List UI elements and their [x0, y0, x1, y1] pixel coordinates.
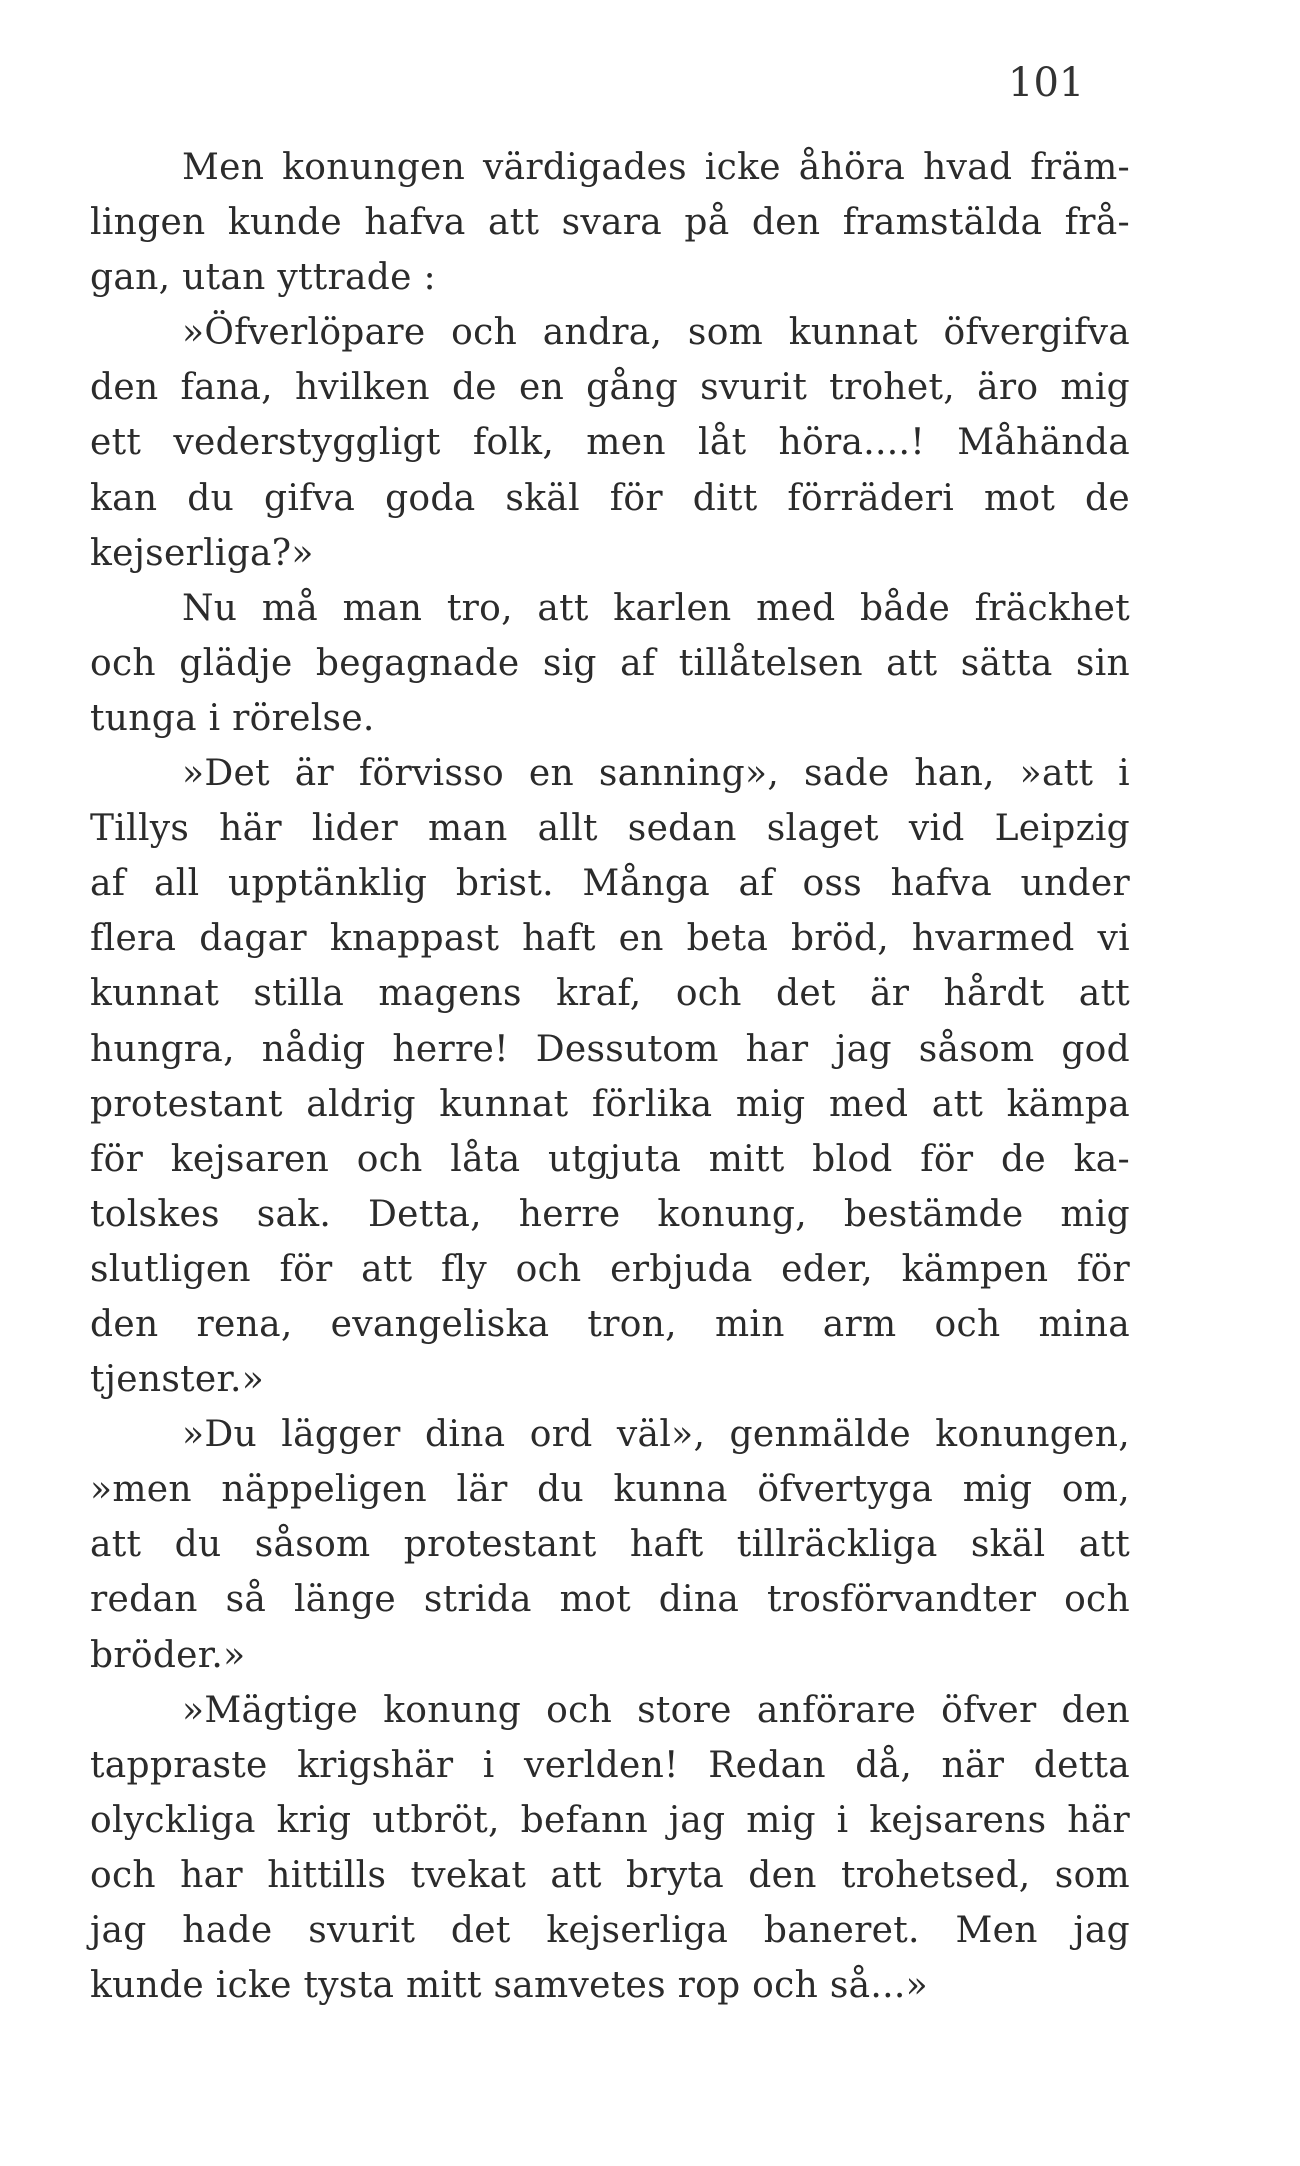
- text-line: olyckliga krig utbröt, befann jag mig i kejsarens här: [90, 1799, 1130, 1841]
- text-line: redan så länge strida mot dina trosförvandter och: [90, 1579, 1130, 1621]
- text-line: »Du lägger dina ord väl», genmälde konungen,: [182, 1414, 1130, 1456]
- text-line: Men konungen värdigades icke åhöra hvad främ-: [182, 147, 1130, 188]
- body-text: [90, 140, 1130, 2013]
- text-line: kunde icke tysta mitt samvetes rop och så...»: [90, 1965, 928, 2007]
- text-line: den rena, evangeliska tron, min arm och mina: [90, 1303, 1130, 1345]
- text-line: slutligen för att fly och erbjuda eder, kämpen för: [90, 1248, 1130, 1290]
- text-line: och har hittills tvekat att bryta den trohetsed, som: [90, 1854, 1130, 1896]
- text-line: protestant aldrig kunnat förlika mig med att kämpa: [90, 1083, 1130, 1125]
- text-line: lingen kunde hafva att svara på den framstälda frå-: [90, 202, 1130, 244]
- text-line: ett vederstyggligt folk, men låt höra....! Måhända: [90, 422, 1130, 464]
- text-line: kejserliga?»: [90, 532, 314, 574]
- text-line: Nu må man tro, att karlen med både fräckhet: [182, 587, 1130, 629]
- text-line: att du såsom protestant haft tillräckliga skäl att: [90, 1524, 1130, 1566]
- text-line: kan du gifva goda skäl för ditt förräderi mot de: [90, 477, 1130, 519]
- text-line: för kejsaren och låta utgjuta mitt blod för de ka-: [90, 1138, 1130, 1180]
- text-line: kunnat stilla magens kraf, och det är hårdt att: [90, 973, 1130, 1015]
- text-line: af all upptänklig brist. Många af oss hafva under: [90, 863, 1130, 905]
- text-line: »Mägtige konung och store anförare öfver den: [182, 1689, 1130, 1731]
- text-line: gan, utan yttrade :: [90, 257, 436, 299]
- page-number: 101: [1008, 60, 1085, 106]
- text-line: flera dagar knappast haft en beta bröd, hvarmed vi: [90, 918, 1130, 960]
- text-line: »Öfverlöpare och andra, som kunnat öfvergifva: [182, 312, 1130, 354]
- text-line: jag hade svurit det kejserliga baneret. Men jag: [90, 1910, 1130, 1951]
- text-line: »Det är förvisso en sanning», sade han, »att i: [182, 753, 1130, 795]
- text-line: »men näppeligen lär du kunna öfvertyga mig om,: [90, 1469, 1130, 1511]
- text-line: tappraste krigshär i verlden! Redan då, när detta: [90, 1744, 1130, 1786]
- text-line: hungra, nådig herre! Dessutom har jag såsom god: [90, 1028, 1130, 1070]
- text-line: och glädje begagnade sig af tillåtelsen att sätta sin: [90, 642, 1130, 684]
- text-line: Tillys här lider man allt sedan slaget vid Leipzig: [90, 808, 1130, 850]
- text-line: tunga i rörelse.: [90, 697, 375, 739]
- text-line: tolskes sak. Detta, herre konung, bestämde mig: [90, 1193, 1130, 1235]
- text-line: tjenster.»: [90, 1359, 265, 1401]
- text-line: den fana, hvilken de en gång svurit trohet, äro mig: [90, 367, 1130, 409]
- text-line: bröder.»: [90, 1634, 246, 1676]
